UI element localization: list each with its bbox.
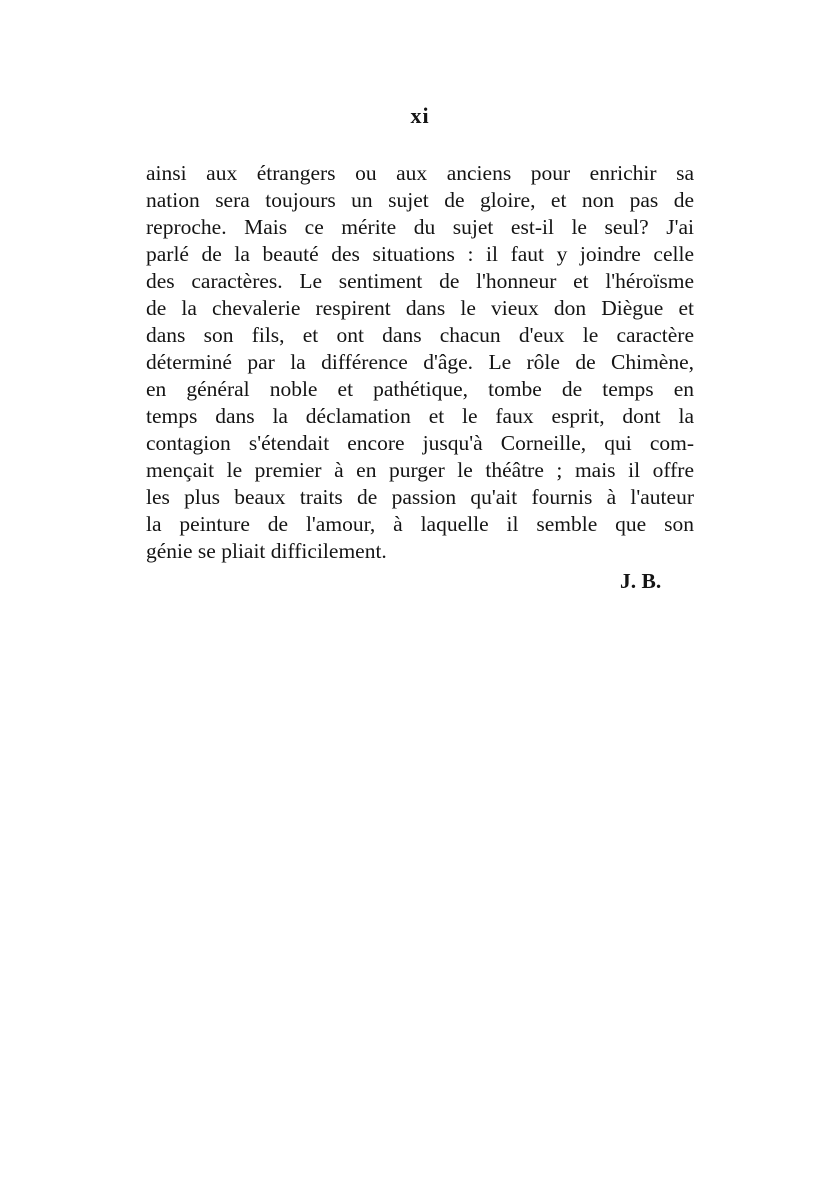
text-line: en général noble et pathétique, tombe de temps en — [146, 377, 694, 401]
text-line: déterminé par la différence d'âge. Le rôle de Chimène, — [146, 350, 694, 374]
text-line: de la chevalerie respirent dans le vieux don Diègue et — [146, 296, 694, 320]
text-line: temps dans la déclamation et le faux esprit, dont la — [146, 404, 694, 428]
text-line: reproche. Mais ce mérite du sujet est-il le seul? J'ai — [146, 215, 694, 239]
text-line: des caractères. Le sentiment de l'honneur et l'héroïsme — [146, 269, 694, 293]
text-line: nation sera toujours un sujet de gloire, et non pas de — [146, 188, 694, 212]
text-line: ainsi aux étrangers ou aux anciens pour enrichir sa — [146, 161, 694, 185]
text-line: parlé de la beauté des situations : il faut y joindre celle — [146, 242, 694, 266]
text-line: la peinture de l'amour, à laquelle il semble que son — [146, 512, 694, 536]
text-line: contagion s'étendait encore jusqu'à Corneille, qui com- — [146, 431, 694, 455]
author-signature: J. B. — [620, 569, 662, 593]
text-line: dans son fils, et ont dans chacun d'eux le caractère — [146, 323, 694, 347]
body-paragraph — [146, 160, 694, 565]
page-number: xi — [410, 103, 430, 128]
text-line: mençait le premier à en purger le théâtre ; mais il offre — [146, 458, 694, 482]
text-line: les plus beaux traits de passion qu'ait fournis à l'auteur — [146, 485, 694, 509]
text-line: génie se pliait difficilement. — [146, 539, 387, 563]
